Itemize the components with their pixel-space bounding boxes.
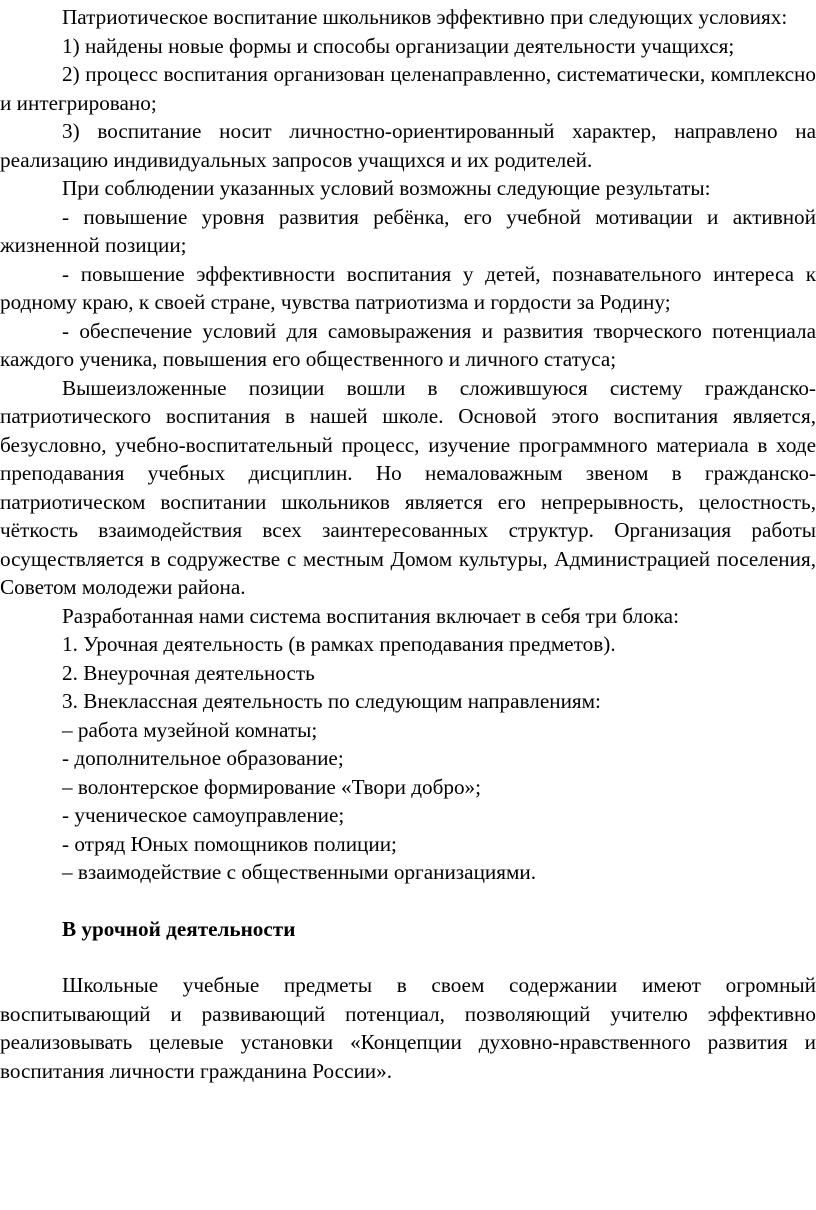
- direction-item: – волонтерское формирование «Твори добро»;: [62, 774, 482, 799]
- result-item: - повышение уровня развития ребёнка, его учебной мотивации и активной жизненной позиции;: [0, 204, 816, 257]
- direction-item: - ученическое самоуправление;: [62, 803, 345, 827]
- block-item: 3. Внеклассная деятельность по следующим направлениям:: [62, 689, 601, 713]
- direction-item: - отряд Юных помощников полиции;: [62, 831, 397, 856]
- block-item: 2. Внеурочная деятельность: [62, 660, 315, 685]
- system-paragraph: Вышеизложенные позиции вошли в сложившуюся систему гражданско-патриотического воспитания в нашей школе. Основой этого воспитания является, безусловно, учебно-воспитательный процесс, изучение программного материала в ходе преподавания учебных дисциплин. Но немаловажным звеном в гражданско-патриотическом воспитании школьников является его непрерывность, целостность, чёткость взаимодействия всех заинтересованных структур. Организация работы осуществляется в содружестве с местным Домом культуры, Администрацией поселения, Советом молодежи района.: [0, 375, 816, 599]
- section-heading: В урочной деятельности: [62, 916, 296, 941]
- direction-item: – работа музейной комнаты;: [62, 717, 318, 742]
- result-item: - повышение эффективности воспитания у детей, познавательного интереса к родному краю, к своей стране, чувства патриотизма и гордости за Родину;: [0, 261, 816, 314]
- direction-item: – взаимодействие с общественными организациями.: [62, 860, 537, 884]
- condition-item: 2) процесс воспитания организован целенаправленно, систематически, комплексно и интегрировано;: [0, 62, 816, 115]
- direction-item: - дополнительное образование;: [62, 746, 344, 770]
- results-intro: При соблюдении указанных условий возможны следующие результаты:: [62, 176, 711, 200]
- section-paragraph: Школьные учебные предметы в своем содержании имеют огромный воспитывающий и развивающий потенциал, позволяющий учителю эффективно реализовывать целевые установки «Концепции духовно-нравственного развития и воспитания личности гражданина России».: [0, 973, 816, 1083]
- condition-item: 1) найдены новые формы и способы организации деятельности учащихся;: [62, 33, 735, 58]
- intro-paragraph: Патриотическое воспитание школьников эффективно при следующих условиях:: [62, 5, 788, 29]
- condition-item: 3) воспитание носит личностно-ориентированный характер, направлено на реализацию индивидуальных запросов учащихся и их родителей.: [0, 119, 816, 172]
- blocks-intro: Разработанная нами система воспитания включает в себя три блока:: [62, 603, 679, 628]
- block-item: 1. Урочная деятельность (в рамках преподавания предметов).: [62, 632, 616, 656]
- result-item: - обеспечение условий для самовыражения и развития творческого потенциала каждого ученика, повышения его общественного и личного статуса;: [0, 318, 816, 371]
